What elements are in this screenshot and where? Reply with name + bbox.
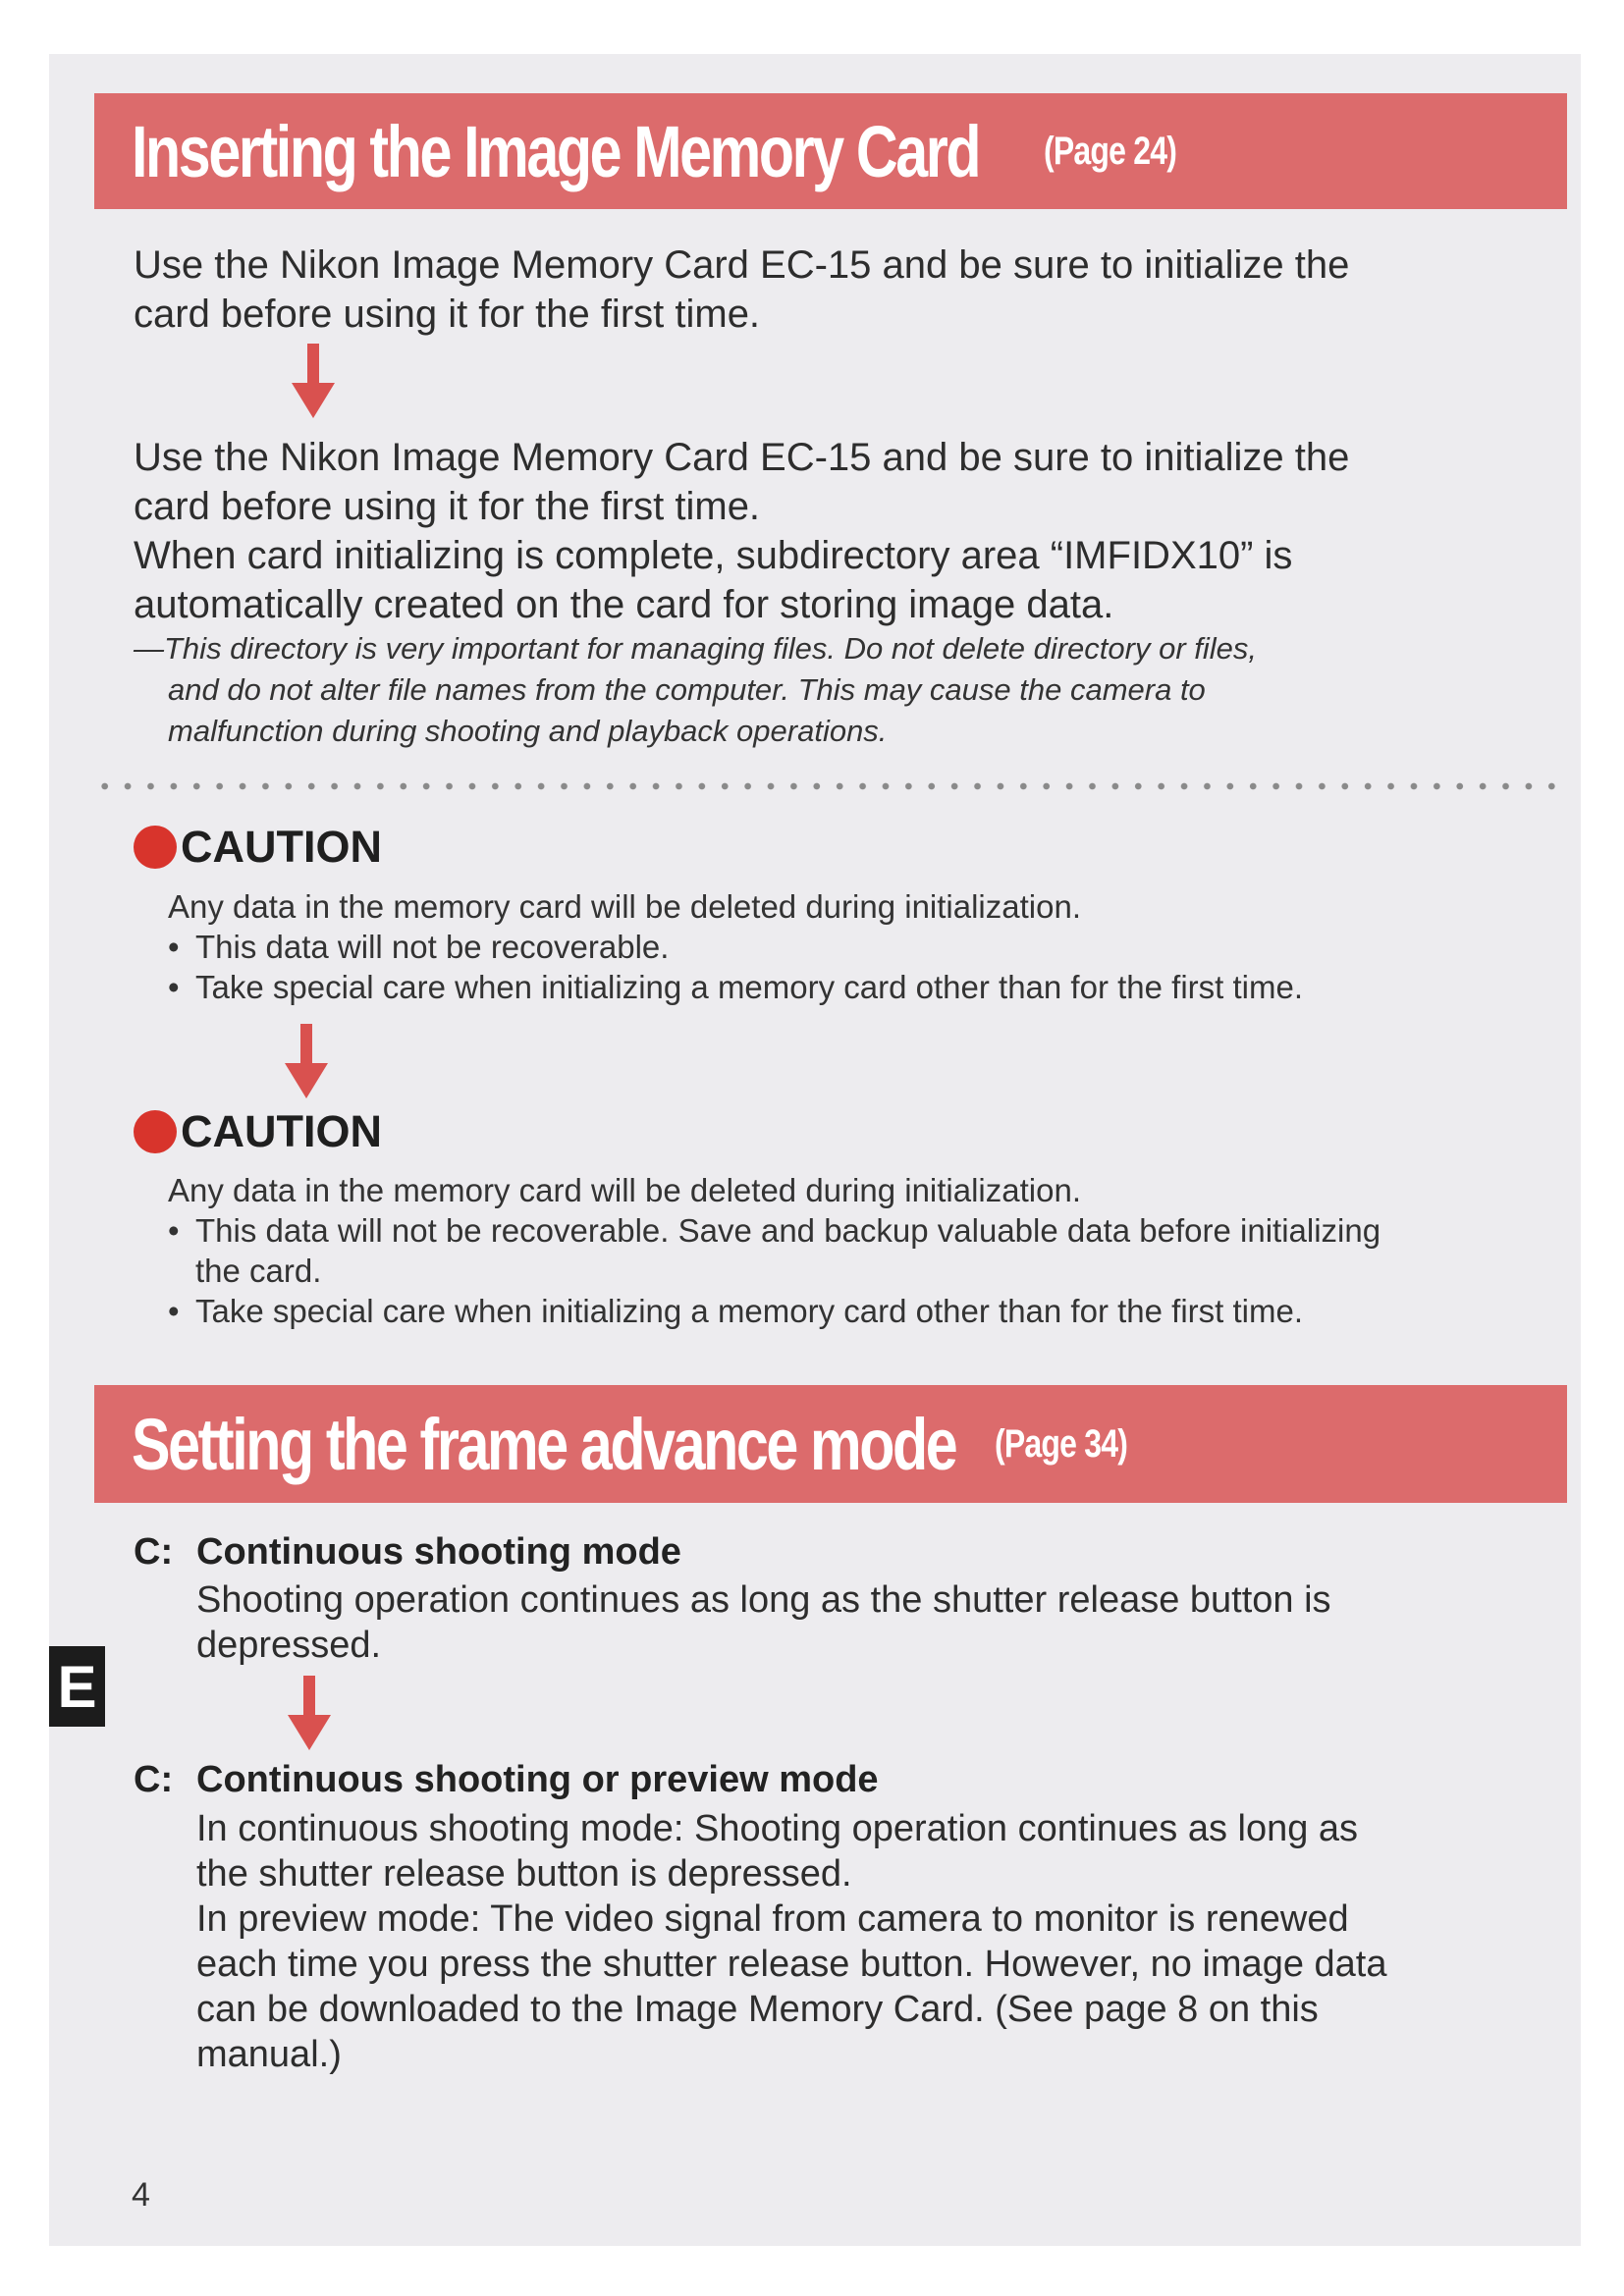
original-text-line: Use the Nikon Image Memory Card EC-15 and be sure to initialize the	[134, 243, 1350, 287]
caution-heading	[134, 822, 382, 873]
manual-page: Inserting the Image Memory Card (Page 24) Use the Nikon Image Memory Card EC-15 and be sure to initialize the card before using it for the first time. Use the Nikon Image Memory Card EC-15 and be sure to initialize the card before using it for the first time. When card initializing is complete, subdirectory area “IMFIDX10” is automatically created on the card for storing image data. —This directory is very important for managing files. Do not delete directory or files, and do not alter file names from the computer. This may cause the camera to malfunction during shooting and playback operations. CAUTION Any data in the memory card will be deleted during initialization. • This data will not be recoverable. • Take special care when initializing a memory card other than for the first time. CAUTION Any data in the memory card will be deleted during initialization. • This data will not be recoverable. Save and backup valuable data before initializing the card. • Take special care when initializing a memory card other than for the first time. Setting the frame advance mode (Page 34) C: Continuous shooting mode Shooting operation continues as long as the shutter release button is depressed. C: Continuous shooting or preview mode In continuous shooting mode: Shooting operation continues as long as the shutter release button is depressed. In preview mode: The video signal from camera to monitor is renewed each time you press the shutter release button. However, no image data can be downloaded to the Image Memory Card. (See page 8 on this manual.) E 4	[49, 54, 1581, 2246]
caution-heading	[134, 1106, 382, 1157]
caution-intro: Any data in the memory card will be deleted during initialization.	[168, 1172, 1081, 1208]
note-line: malfunction during shooting and playback operations.	[168, 714, 888, 748]
revised-text-line: When card initializing is complete, subdirectory area “IMFIDX10” is	[134, 534, 1293, 577]
caution-heading-label: CAUTION	[181, 1106, 382, 1156]
dotted-divider	[93, 780, 1566, 792]
mode-heading: C: Continuous shooting mode	[134, 1531, 681, 1573]
section-title: Setting the frame advance mode	[132, 1403, 956, 1485]
mode-description-line: each time you press the shutter release button. However, no image data	[196, 1944, 1387, 1985]
caution-dot-icon	[134, 826, 177, 869]
mode-description-line: can be downloaded to the Image Memory Card. (See page 8 on this	[196, 1989, 1319, 2030]
mode-description-line: Shooting operation continues as long as the shutter release button is	[196, 1579, 1331, 1621]
page-number: 4	[132, 2176, 150, 2214]
mode-description-line: manual.)	[196, 2034, 342, 2075]
note-line: and do not alter file names from the computer. This may cause the camera to	[168, 672, 1206, 707]
section-page-ref: (Page 24)	[1043, 129, 1177, 173]
down-arrow-icon	[285, 1024, 328, 1098]
section-banner-frame-advance	[94, 1385, 1567, 1503]
section-page-ref: (Page 34)	[995, 1421, 1128, 1466]
mode-description-line: In continuous shooting mode: Shooting operation continues as long as	[196, 1808, 1359, 1849]
language-tab-e: E	[49, 1646, 105, 1727]
note-line: —This directory is very important for managing files. Do not delete directory or files,	[134, 631, 1258, 666]
mode-description-line: the shutter release button is depressed.	[196, 1853, 852, 1895]
caution-dot-icon	[134, 1110, 177, 1153]
mode-description-line: In preview mode: The video signal from camera to monitor is renewed	[196, 1898, 1349, 1940]
revised-text-line: card before using it for the first time.	[134, 485, 761, 528]
mode-description-line: depressed.	[196, 1625, 382, 1666]
mode-heading: C: Continuous shooting or preview mode	[134, 1759, 879, 1800]
down-arrow-icon	[292, 344, 335, 418]
caution-heading-label: CAUTION	[181, 822, 382, 872]
revised-text-line: Use the Nikon Image Memory Card EC-15 and be sure to initialize the	[134, 436, 1350, 479]
revised-text-line: automatically created on the card for storing image data.	[134, 583, 1114, 626]
down-arrow-icon	[288, 1676, 331, 1750]
section-title: Inserting the Image Memory Card	[132, 110, 980, 192]
section-banner-inserting-card	[94, 93, 1567, 209]
original-text-line: card before using it for the first time.	[134, 293, 761, 336]
caution-intro: Any data in the memory card will be deleted during initialization.	[168, 888, 1081, 925]
